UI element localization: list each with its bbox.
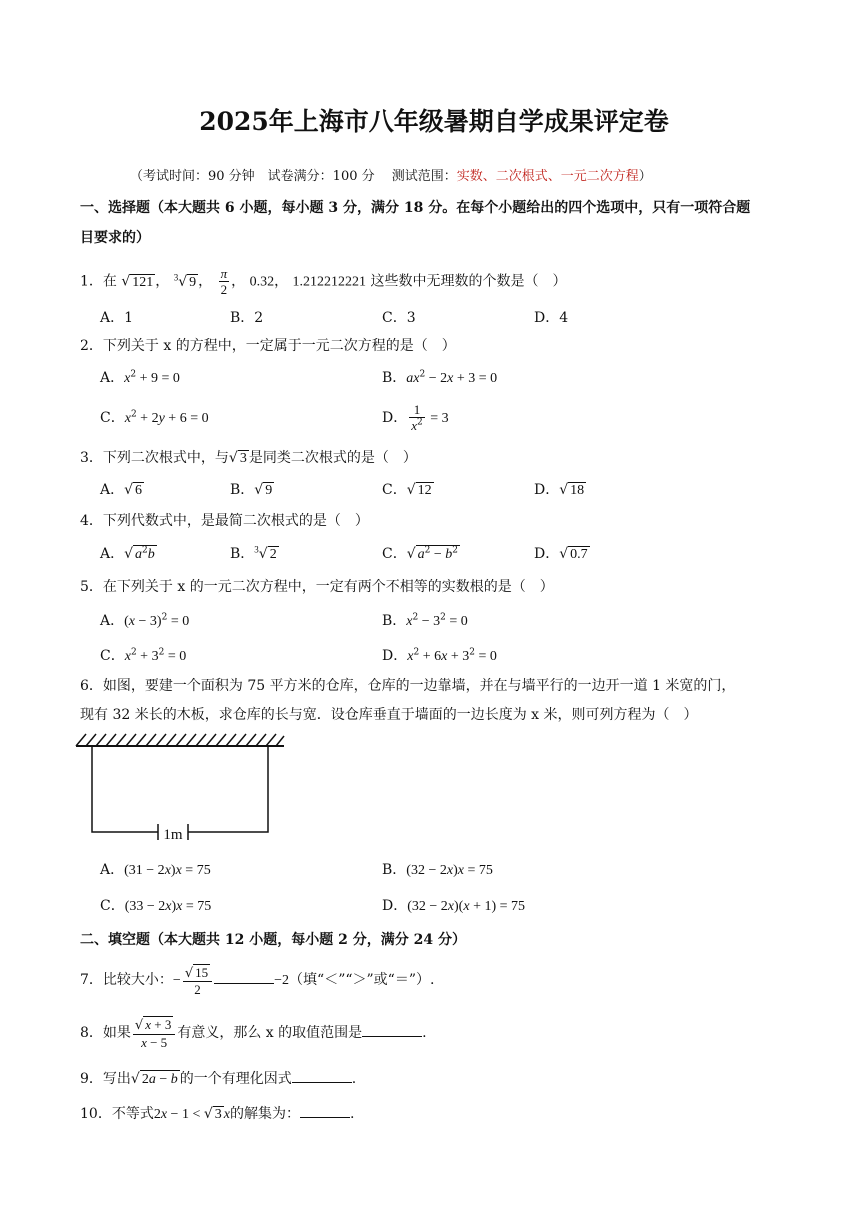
q5-option-a: A．$(x - 3)^2 = 0$	[100, 612, 190, 629]
section2-heading: 二、填空题（本大题共 12 小题，每小题 2 分，满分 24 分）	[80, 932, 466, 948]
q5-option-d: D．$x^2 + 6x + 3^2 = 0$	[382, 647, 497, 664]
q1-option-d: D．4	[534, 310, 569, 326]
exam-info-suffix: ）	[638, 169, 652, 184]
q6-option-b: B．(32 − 2x)x = 75	[382, 862, 493, 878]
exam-info	[130, 167, 652, 187]
question-7: 7．比较大小：− $\frac{√ 15}{2}$ −2（填“＜”“＞”或“＝”）.	[80, 964, 435, 997]
question-1-stem: 1．在 √ 121 ， $^3$√ 9 ， $\frac{\pi}{2}$ ， 0.32， 1.212212221 这些数中无理数的个数是（ ）	[80, 266, 567, 297]
q2-option-c: C．$x^2 + 2y + 6 = 0$	[100, 409, 209, 426]
q3-option-b: B．√ 9	[230, 482, 273, 498]
q1-decimal: 1.212212221	[292, 274, 367, 290]
q3-option-a: A．√ 6	[100, 482, 143, 498]
q4-option-d: D．√ 0.7	[534, 546, 588, 562]
q6-option-c: C．(33 − 2x)x = 75	[100, 898, 212, 914]
q6-option-d: D．(32 − 2x)(x + 1) = 75	[382, 898, 526, 914]
question-10: 10．不等式2x − 1 < √ 3 x的解集为： .	[80, 1103, 354, 1125]
q1-prefix: 1．在	[80, 273, 117, 290]
q1-suffix: 这些数中无理数的个数是（ ）	[370, 273, 567, 290]
q1-option-c: C．3	[382, 310, 416, 326]
q7-answer-blank[interactable]	[214, 969, 274, 984]
q8-answer-blank[interactable]	[362, 1022, 422, 1037]
page-title: 2025年上海市八年级暑期自学成果评定卷	[199, 107, 669, 136]
section1-heading-cont: 目要求的）	[80, 230, 150, 246]
exam-range: 实数、二次根式、一元二次方程	[456, 169, 639, 184]
question-9: 9．写出√ 2a − b 的一个有理化因式 .	[80, 1068, 356, 1089]
warehouse-diagram	[72, 728, 292, 848]
exam-info-prefix: （考试时间：90 分钟 试卷满分：100 分 测试范围：	[130, 169, 457, 184]
question-2-stem: 2．下列关于 x 的方程中，一定属于一元二次方程的是（ ）	[80, 338, 456, 354]
q1-option-a: A．1	[100, 310, 134, 326]
question-6-line2: 现有 32 米长的木板，求仓库的长与宽．设仓库垂直于墙面的一边长度为 x 米，则可列方程为（ ）	[80, 707, 698, 723]
q9-answer-blank[interactable]	[292, 1068, 352, 1083]
q3-option-d: D．√ 18	[534, 482, 585, 498]
question-3-stem: 3．下列二次根式中，与√ 3 是同类二次根式的是（ ）	[80, 450, 417, 466]
q1-sqrt-121: 121	[132, 274, 154, 290]
door-width-label: 1m	[163, 827, 183, 843]
q6-option-a: A．(31 − 2x)x = 75	[100, 862, 211, 878]
q2-option-d: D． $\frac{1}{x^2}$ = 3	[382, 402, 449, 433]
question-6-line1: 6．如图，要建一个面积为 75 平方米的仓库，仓库的一边靠墙，并在与墙平行的一边开一道 1 米宽的门，	[80, 678, 736, 694]
q4-option-b: B．$^3$√ 2	[230, 544, 277, 562]
q1-repeating-decimal: 0.32	[249, 274, 275, 290]
q1-cbrt-9: 9	[189, 274, 197, 290]
question-4-stem: 4．下列代数式中，是最简二次根式的是（ ）	[80, 513, 369, 529]
q5-option-b: B．$x^2 - 3^2 = 0$	[382, 612, 468, 629]
question-5-stem: 5．在下列关于 x 的一元二次方程中，一定有两个不相等的实数根的是（ ）	[80, 579, 554, 595]
q3-option-c: C．√ 12	[382, 482, 432, 498]
q1-option-b: B．2	[230, 310, 264, 326]
q4-option-a: A．√ $a^2b$	[100, 545, 155, 562]
q2-option-b: B．$ax^2 - 2x + 3 = 0$	[382, 369, 498, 386]
q4-option-c: C．√ $a^2 - b^2$	[382, 545, 459, 562]
question-8: 8．如果 $\frac{√ x + 3}{x - 5}$ 有意义，那么 x 的取值范围是 .	[80, 1016, 427, 1050]
q1-pi-over-2: $\frac{\pi}{2}$	[220, 266, 228, 297]
section1-heading: 一、选择题（本大题共 6 小题，每小题 3 分，满分 18 分。在每个小题给出的四个选项中，只有一项符合题	[80, 200, 751, 216]
q10-answer-blank[interactable]	[300, 1103, 350, 1118]
q5-option-c: C．$x^2 + 3^2 = 0$	[100, 647, 187, 664]
q2-option-a: A．$x^2 + 9 = 0$	[100, 369, 180, 386]
